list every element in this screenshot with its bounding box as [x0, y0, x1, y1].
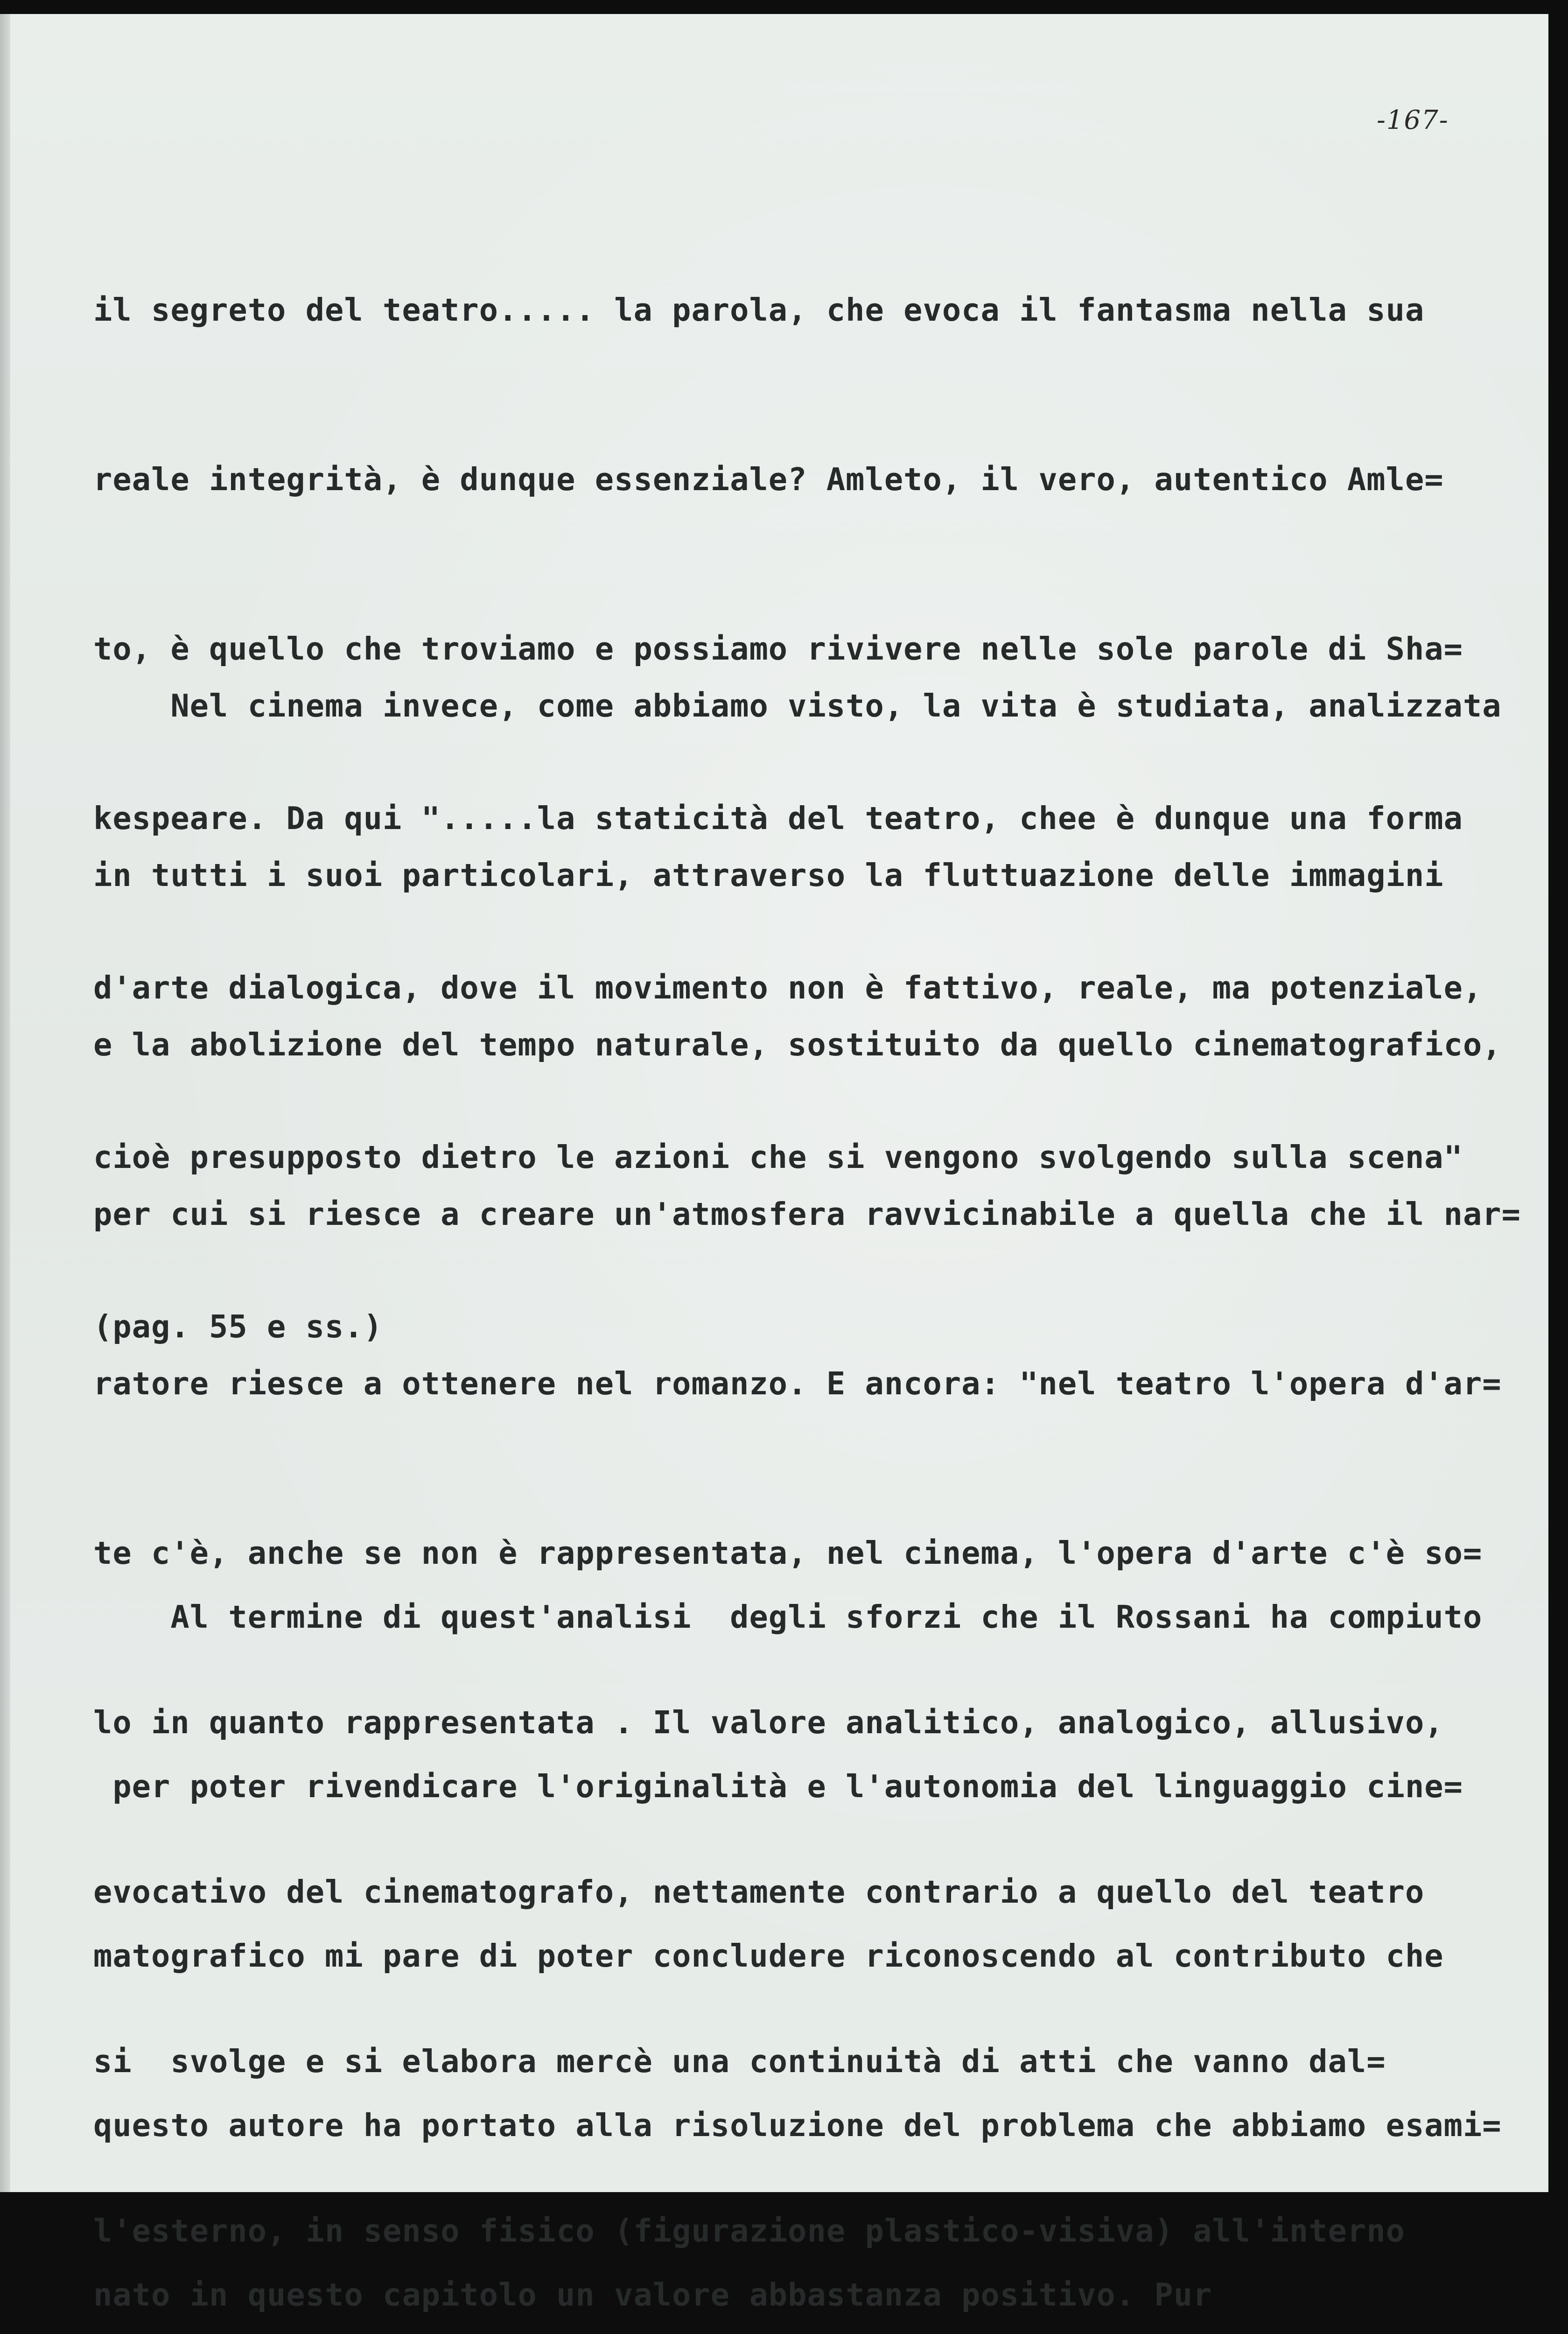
text-line: evocativo del cinematografo, nettamente contrario a quello del teatro: [93, 1874, 1425, 1910]
paragraph-3: [93, 1476, 1502, 2334]
text-line: Nel cinema invece, come abbiamo visto, la vita è studiata, analizzata: [93, 688, 1502, 724]
text-line: d'arte dialogica, dove il movimento non è fattivo, reale, ma potenziale,: [93, 970, 1483, 1006]
text-line: questo autore ha portato alla risoluzione del problema che abbiamo esami=: [93, 2107, 1502, 2144]
text-line: kespeare. Da qui ".....la staticità del teatro, chee è dunque una forma: [93, 800, 1463, 837]
text-line: reale integrità, è dunque essenziale? Amleto, il vero, autentico Amle=: [93, 461, 1444, 498]
text-line: l'esterno, in senso fisico (figurazione plastico-visiva) all'interno: [93, 2213, 1405, 2249]
text-line: lo in quanto rappresentata . Il valore analitico, analogico, allusivo,: [93, 1704, 1444, 1741]
text-line: Al termine di quest'analisi degli sforzi che il Rossani ha compiuto: [93, 1599, 1483, 1635]
text-line: te c'è, anche se non è rappresentata, nel cinema, l'opera d'arte c'è so=: [93, 1535, 1483, 1571]
text-line: (pag. 55 e ss.): [93, 1308, 383, 1345]
page-number: -167-: [1377, 105, 1449, 135]
text-line: ratore riesce a ottenere nel romanzo. E ancora: "nel teatro l'opera d'ar=: [93, 1365, 1502, 1402]
page-edge-shadow: [0, 14, 10, 2192]
typewritten-page: [0, 14, 1548, 2313]
text-line: matografico mi pare di poter concludere riconoscendo al contributo che: [93, 1938, 1444, 1974]
text-line: in tutti i suoi particolari, attraverso la fluttuazione delle immagini: [93, 857, 1444, 893]
text-line: cioè presupposto dietro le azioni che si vengono svolgendo sulla scena": [93, 1139, 1463, 1175]
text-line: e la abolizione del tempo naturale, sostituito da quello cinematografico,: [93, 1026, 1502, 1063]
text-line: per cui si riesce a creare un'atmosfera ravvicinabile a quella che il nar=: [93, 1196, 1521, 1232]
text-line: il segreto del teatro..... la parola, che evoca il fantasma nella sua: [93, 292, 1425, 328]
text-line: per poter rivendicare l'originalità e l'autonomia del linguaggio cine=: [93, 1768, 1463, 1805]
text-line: to, è quello che troviamo e possiamo rivivere nelle sole parole di Sha=: [93, 631, 1463, 667]
text-line: si svolge e si elabora mercè una continuità di atti che vanno dal=: [93, 2043, 1386, 2080]
text-line: nato in questo capitolo un valore abbastanza positivo. Pur: [93, 2277, 1212, 2313]
